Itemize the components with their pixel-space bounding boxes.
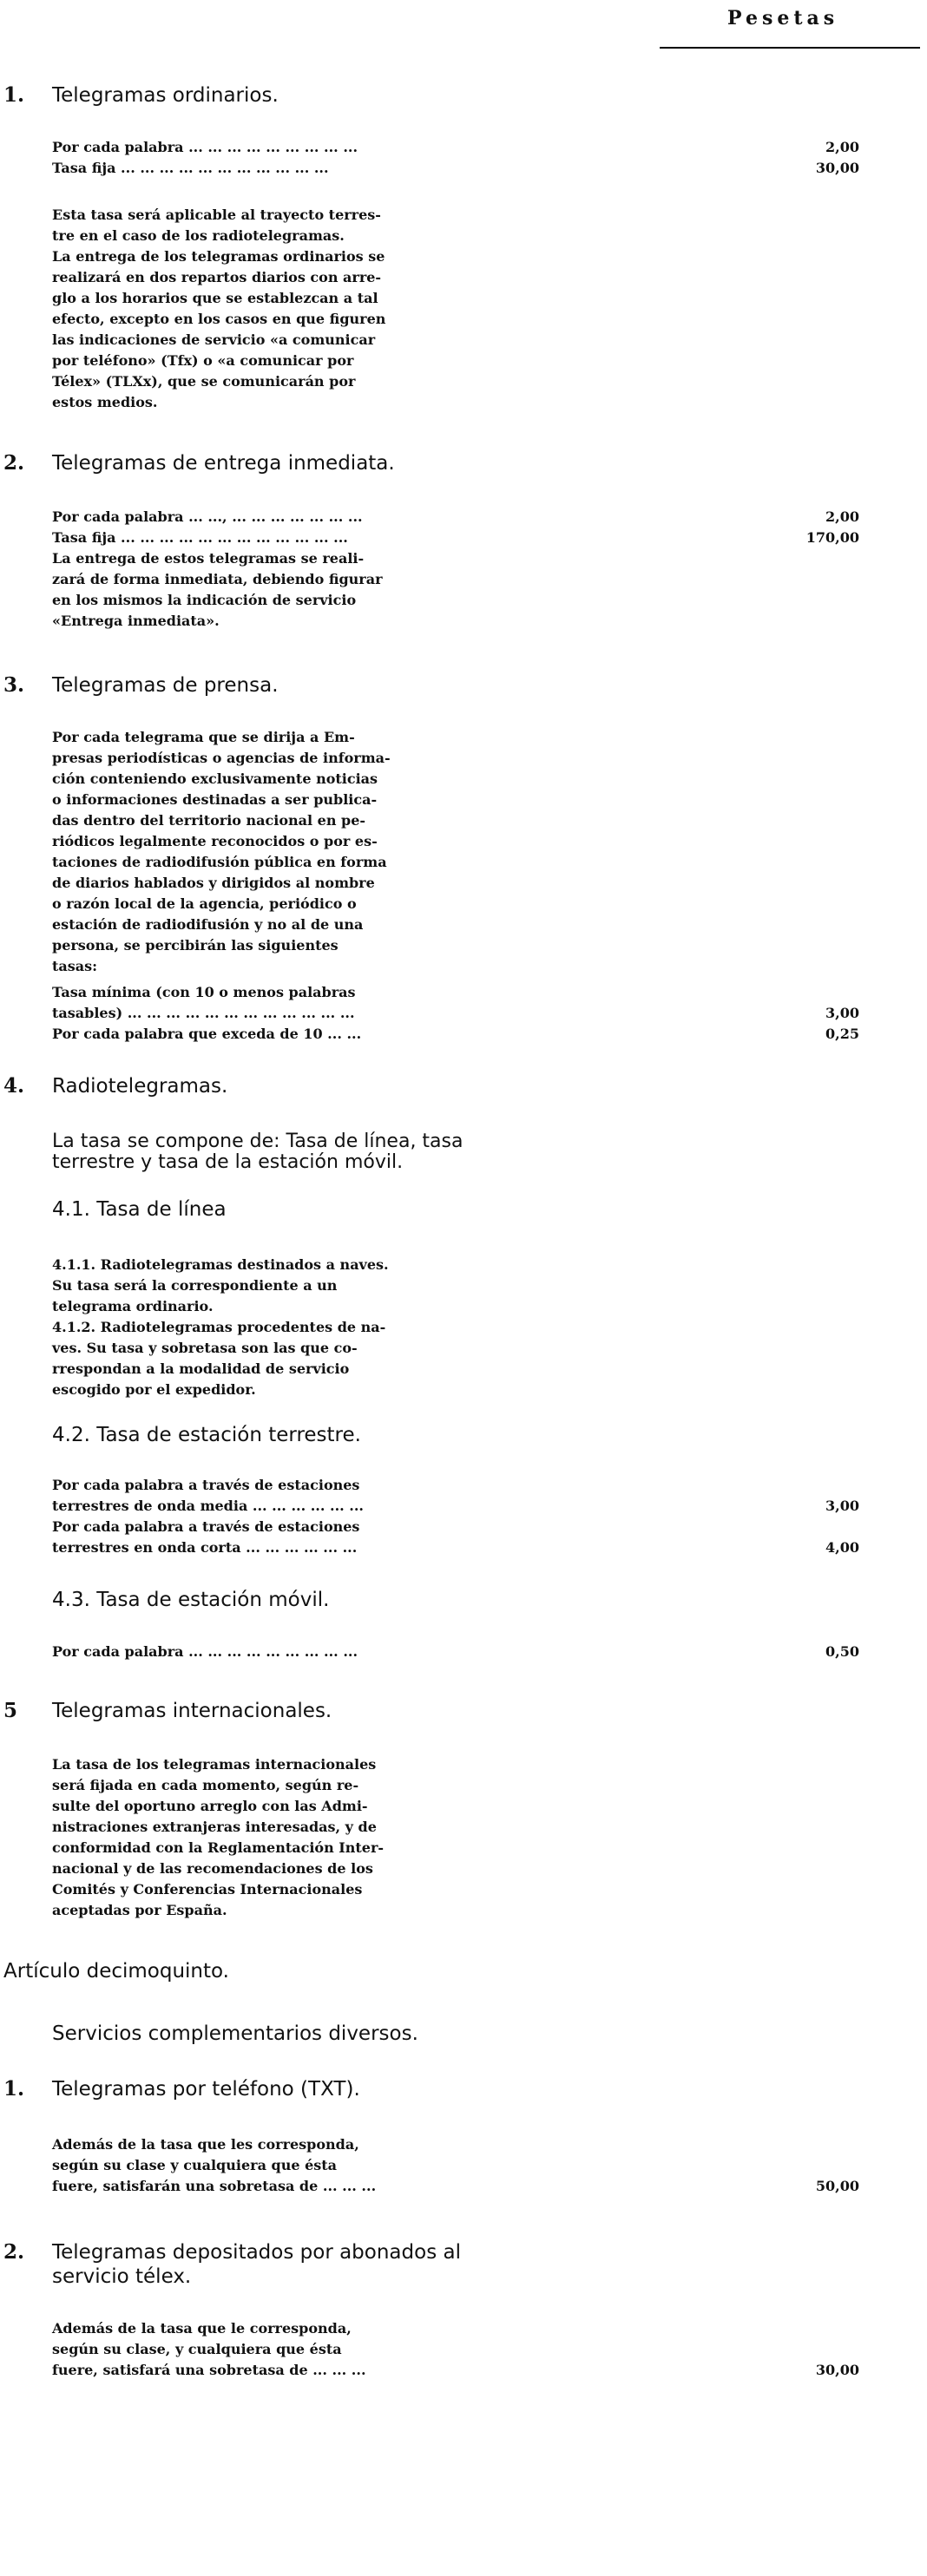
section-number: 3. (3, 673, 25, 697)
section-title: Telegramas por teléfono (TXT). (52, 2078, 360, 2101)
section-number: 5 (3, 1699, 18, 1722)
article-title: Artículo decimoquinto. (3, 1960, 229, 1983)
section-title: Telegramas ordinarios. (52, 84, 279, 107)
rate-label: Además de la tasa que le corresponda, (52, 2320, 352, 2337)
subsection-title: 4.3. Tasa de estación móvil. (52, 1589, 330, 1611)
section-title: Telegramas de prensa. (52, 674, 279, 697)
section-title: Telegramas depositados por abonados al (52, 2241, 461, 2264)
rate-label: Por cada palabra a través de estaciones (52, 1518, 360, 1535)
section-number: 2. (3, 451, 25, 475)
rate-amount: 170,00 (805, 529, 859, 546)
rate-label: Por cada palabra ... ... ... ... ... ... ... ... ... (52, 1643, 358, 1660)
section-title: Telegramas internacionales. (52, 1700, 332, 1722)
rate-label: Por cada palabra a través de estaciones (52, 1477, 360, 1493)
currency-header: Pesetas (727, 7, 839, 29)
rate-label: Tasa fija ... ... ... ... ... ... ... ... ... ... ... ... (52, 529, 348, 546)
section-4-intro: La tasa se compone de: Tasa de línea, tasa terrestre y tasa de la estación móvil. (52, 1131, 464, 1173)
section-2-note: La entrega de estos telegramas se reali- zará de forma inmediata, debiendo figurar en los mismos la indicación de servicio «Entrega inmediata». (52, 550, 383, 629)
rate-label: terrestres de onda media ... ... ... ... ... ... (52, 1498, 364, 1514)
section-number: 1. (3, 2077, 25, 2101)
article-subtitle: Servicios complementarios diversos. (52, 2022, 418, 2045)
rate-amount: 30,00 (815, 2362, 859, 2378)
subsection-4-1-text: 4.1.1. Radiotelegramas destinados a naves. Su tasa será la correspondiente a un telegrama ordinario. 4.1.2. Radiotelegramas procedentes de na- ves. Su tasa y sobretasa son las que co- rrespondan a la modalidad de servicio escogido por el expedidor. (52, 1256, 389, 1398)
header-rule (660, 47, 920, 49)
rate-amount: 0,50 (825, 1643, 859, 1660)
rate-label: Por cada palabra que exceda de 10 ... ... (52, 1026, 362, 1042)
rate-amount: 30,00 (815, 160, 859, 176)
rate-label: fuere, satisfará una sobretasa de ... ... ... (52, 2362, 366, 2378)
rate-label: Por cada palabra ... ... ... ... ... ... ... ... ... (52, 139, 358, 155)
rate-label: según su clase y cualquiera que ésta (52, 2157, 338, 2173)
section-3-text: Por cada telegrama que se dirija a Em- presas periodísticas o agencias de informa- ción conteniendo exclusivamente noticias o informaciones destinadas a ser publica- das dentro del territorio nacional en pe- riódicos legalmente reconocidos o por es- taciones de radiodifusión pública en forma de diarios hablados y dirigidos al nombre o razón local de la agencia, periódico o estación de radiodifusión y no al de una persona, se percibirán las siguientes tasas: (52, 729, 391, 974)
section-title: Radiotelegramas. (52, 1075, 228, 1098)
section-title: Telegramas de entrega inmediata. (52, 452, 395, 475)
rate-amount: 4,00 (825, 1539, 859, 1556)
rate-amount: 2,00 (825, 139, 859, 155)
subsection-title: 4.1. Tasa de línea (52, 1198, 227, 1221)
rate-amount: 2,00 (825, 508, 859, 525)
rate-label: Tasa fija ... ... ... ... ... ... ... ... ... ... ... (52, 160, 329, 176)
section-1-note: Esta tasa será aplicable al trayecto terres- tre en el caso de los radiotelegramas. La entrega de los telegramas ordinarios se realizará en dos repartos diarios con arre- glo a los horarios que se establezcan a tal efecto, excepto en los casos en que figuren las indicaciones de servicio «a comunicar por teléfono» (Tfx) o «a comunicar por Télex» (TLXx), que se comunicarán por estos medios. (52, 206, 386, 410)
rate-amount: 3,00 (825, 1498, 859, 1514)
section-number: 2. (3, 2240, 25, 2264)
section-number: 1. (3, 83, 25, 107)
rate-label: fuere, satisfarán una sobretasa de ... ... ... (52, 2178, 377, 2194)
rate-amount: 0,25 (825, 1026, 859, 1042)
section-5-text: La tasa de los telegramas internacionales será fijada en cada momento, según re- sulte del oportuno arreglo con las Admi- nistraciones extranjeras interesadas, y de conformidad con la Reglamentación Inter- nacional y de las recomendaciones de los Comités y Conferencias Internacionales aceptadas por España. (52, 1756, 385, 1918)
rate-label: según su clase, y cualquiera que ésta (52, 2341, 342, 2357)
rate-label: Además de la tasa que les corresponda, (52, 2136, 359, 2153)
rate-label: Tasa mínima (con 10 o menos palabras (52, 984, 356, 1000)
section-number: 4. (3, 1074, 25, 1098)
rate-label: tasables) ... ... ... ... ... ... ... ... ... ... ... ... (52, 1005, 355, 1021)
subsection-title: 4.2. Tasa de estación terrestre. (52, 1424, 361, 1446)
rate-label: terrestres en onda corta ... ... ... ... ... ... (52, 1539, 358, 1556)
rate-label: Por cada palabra ... ..., ... ... ... ... ... ... ... (52, 508, 363, 525)
section-title: servicio télex. (52, 2265, 192, 2288)
rate-amount: 3,00 (825, 1005, 859, 1021)
rate-amount: 50,00 (815, 2178, 859, 2194)
